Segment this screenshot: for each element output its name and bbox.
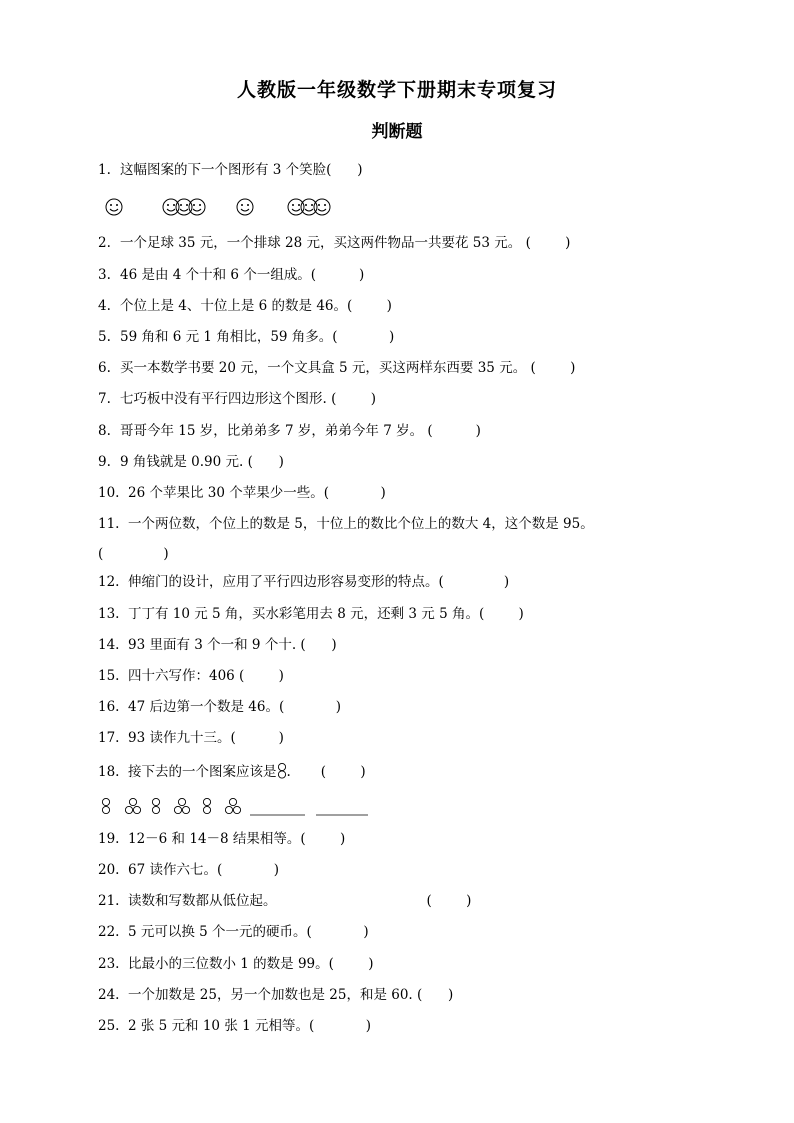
question-text: 这幅图案的下一个图形有 3 个笑脸( [120, 162, 332, 178]
answer-blank[interactable]: ) [443, 574, 510, 590]
question-text: 46 是由 4 个十和 6 个一组成。( [120, 267, 317, 283]
question-text: 哥哥今年 15 岁，比弟弟多 7 岁，弟弟今年 7 岁。 ( [120, 423, 433, 439]
smiley-face-icon [237, 199, 253, 215]
question-number: 21. [98, 893, 120, 909]
question-number: 23. [98, 956, 120, 972]
answer-blank[interactable]: ) [235, 730, 284, 746]
question-text: 一个两位数，个位上的数是 5，十位上的数比个位上的数大 4，这个数是 95。 [128, 516, 594, 532]
question-text: 接下去的一个图案应该是 [128, 764, 277, 780]
answer-open: ( [320, 764, 327, 780]
question-9 [98, 453, 738, 471]
question-20 [98, 861, 738, 879]
answer-blank[interactable]: ) [535, 360, 576, 376]
question-number: 10. [98, 485, 120, 501]
answer-blank[interactable]: ) [352, 298, 392, 314]
question-text: 个位上是 4、十位上是 6 的数是 46。( [120, 298, 353, 314]
answer-blank[interactable]: ) [333, 956, 374, 972]
question-7 [98, 390, 738, 408]
figure-eight-icon [277, 762, 287, 780]
question-text: 59 角和 6 元 1 角相比，59 角多。( [120, 329, 338, 345]
question-8 [98, 422, 738, 440]
question-text: 47 后边第一个数是 46。( [128, 699, 285, 715]
smiley-face-icon [176, 199, 192, 215]
question-number: 24. [98, 987, 120, 1003]
question-18 [98, 762, 738, 781]
question-text: 比最小的三位数小 1 的数是 99。( [128, 956, 334, 972]
question-5 [98, 328, 738, 346]
question-12 [98, 573, 738, 591]
answer-blank[interactable]: ) [284, 699, 341, 715]
answer-blank[interactable]: ) [252, 454, 284, 470]
question-text: 93 读作九十三。( [128, 730, 236, 746]
question-number: 15. [98, 668, 120, 684]
question-text: 9 角钱就是 0.90 元. ( [120, 454, 253, 470]
question-number: 3. [98, 267, 111, 283]
question-number: 22. [98, 924, 120, 940]
question-number: 17. [98, 730, 120, 746]
smiley-face-icon [163, 199, 179, 215]
question-number: 12. [98, 574, 120, 590]
question-text: 67 读作六七。( [128, 862, 223, 878]
question-23 [98, 955, 738, 973]
answer-blank[interactable]: ) [337, 329, 395, 345]
page-subtitle: 判断题 [371, 122, 423, 142]
question-text: 丁丁有 10 元 5 角，买水彩笔用去 8 元，还剩 3 元 5 角。( [128, 606, 485, 622]
answer-blank[interactable]: ) [305, 831, 346, 847]
question-text: 26 个苹果比 30 个苹果少一些。( [128, 485, 329, 501]
question-17 [98, 729, 738, 747]
question-number: 7. [98, 391, 111, 407]
question-4 [98, 297, 738, 315]
answer-blank[interactable]: ) [314, 1018, 372, 1034]
question-16 [98, 698, 738, 716]
three-circle-clover-icon [174, 798, 189, 813]
three-circle-clover-icon [125, 798, 140, 813]
answer-blank[interactable]: ) [329, 485, 386, 501]
question-11-answer-blank[interactable]: ( ) [98, 546, 169, 562]
question-text: 七巧板中没有平行四边形这个图形. ( [120, 391, 337, 407]
figure-eight-icon [102, 798, 109, 813]
figure-eight-icon [152, 798, 159, 813]
question-10 [98, 484, 738, 502]
pattern-sequence-figure [100, 796, 380, 818]
smiley-face-icon [189, 199, 205, 215]
question-punct: . [286, 764, 291, 780]
answer-blank[interactable]: ) [316, 267, 365, 283]
question-1 [98, 161, 738, 179]
question-text: 读数和写数都从低位起。 [128, 893, 277, 909]
question-3 [98, 266, 738, 284]
page-title: 人教版一年级数学下册期末专项复习 [236, 79, 557, 101]
question-text: 2 张 5 元和 10 张 1 元相等。( [128, 1018, 315, 1034]
answer-blank[interactable]: ) [530, 235, 571, 251]
question-text: 5 元可以换 5 个一元的硬币。( [128, 924, 312, 940]
answer-blank[interactable]: ) [422, 987, 454, 1003]
question-number: 6. [98, 360, 111, 376]
question-text: 93 里面有 3 个一和 9 个十. ( [128, 637, 306, 653]
question-25 [98, 1017, 738, 1035]
smiley-face-icon [301, 199, 317, 215]
question-number: 9. [98, 454, 111, 470]
question-number: 13. [98, 606, 120, 622]
three-circle-clover-icon [225, 798, 240, 813]
question-21 [98, 892, 738, 910]
answer-open: ( [426, 893, 432, 909]
answer-blank[interactable]: ) [222, 862, 280, 878]
question-number: 11. [98, 516, 120, 532]
question-text: 买一本数学书要 20 元，一个文具盒 5 元，买这两样东西要 35 元。 ( [120, 360, 536, 376]
question-22 [98, 923, 738, 941]
question-text: 12－6 和 14－8 结果相等。( [128, 831, 306, 847]
smiley-sequence-figure [104, 196, 344, 218]
question-number: 18. [98, 764, 120, 780]
question-19 [98, 830, 738, 848]
answer-blank[interactable]: ) [331, 162, 363, 178]
question-text: 四十六写作：406 ( [128, 668, 245, 684]
smiley-face-icon [314, 199, 330, 215]
question-15 [98, 667, 738, 685]
answer-blank[interactable]: ) [336, 391, 376, 407]
question-number: 19. [98, 831, 120, 847]
question-number: 4. [98, 298, 111, 314]
answer-blank[interactable]: ) [326, 764, 366, 780]
question-2 [98, 234, 738, 252]
answer-blank[interactable]: ) [484, 606, 524, 622]
figure-eight-icon [203, 798, 210, 813]
answer-blank[interactable]: ) [432, 423, 481, 439]
question-6 [98, 359, 738, 377]
answer-blank[interactable]: ) [244, 668, 284, 684]
question-number: 14. [98, 637, 120, 653]
answer-blank[interactable]: ) [431, 893, 472, 909]
smiley-face-icon [106, 199, 122, 215]
question-14 [98, 636, 738, 654]
question-number: 16. [98, 699, 120, 715]
question-text: 一个加数是 25，另一个加数也是 25，和是 60. ( [128, 987, 423, 1003]
question-13 [98, 605, 738, 623]
question-text: 伸缩门的设计，应用了平行四边形容易变形的特点。( [128, 574, 444, 590]
question-number: 8. [98, 423, 111, 439]
answer-blank[interactable]: ) [305, 637, 337, 653]
answer-blank[interactable]: ) [311, 924, 369, 940]
smiley-face-icon [288, 199, 304, 215]
question-24 [98, 986, 738, 1004]
question-text: 一个足球 35 元，一个排球 28 元，买这两件物品一共要花 53 元。 ( [120, 235, 531, 251]
question-number: 25. [98, 1018, 120, 1034]
question-number: 1. [98, 162, 111, 178]
question-11 [98, 515, 738, 533]
question-number: 2. [98, 235, 111, 251]
question-number: 5. [98, 329, 111, 345]
question-number: 20. [98, 862, 120, 878]
